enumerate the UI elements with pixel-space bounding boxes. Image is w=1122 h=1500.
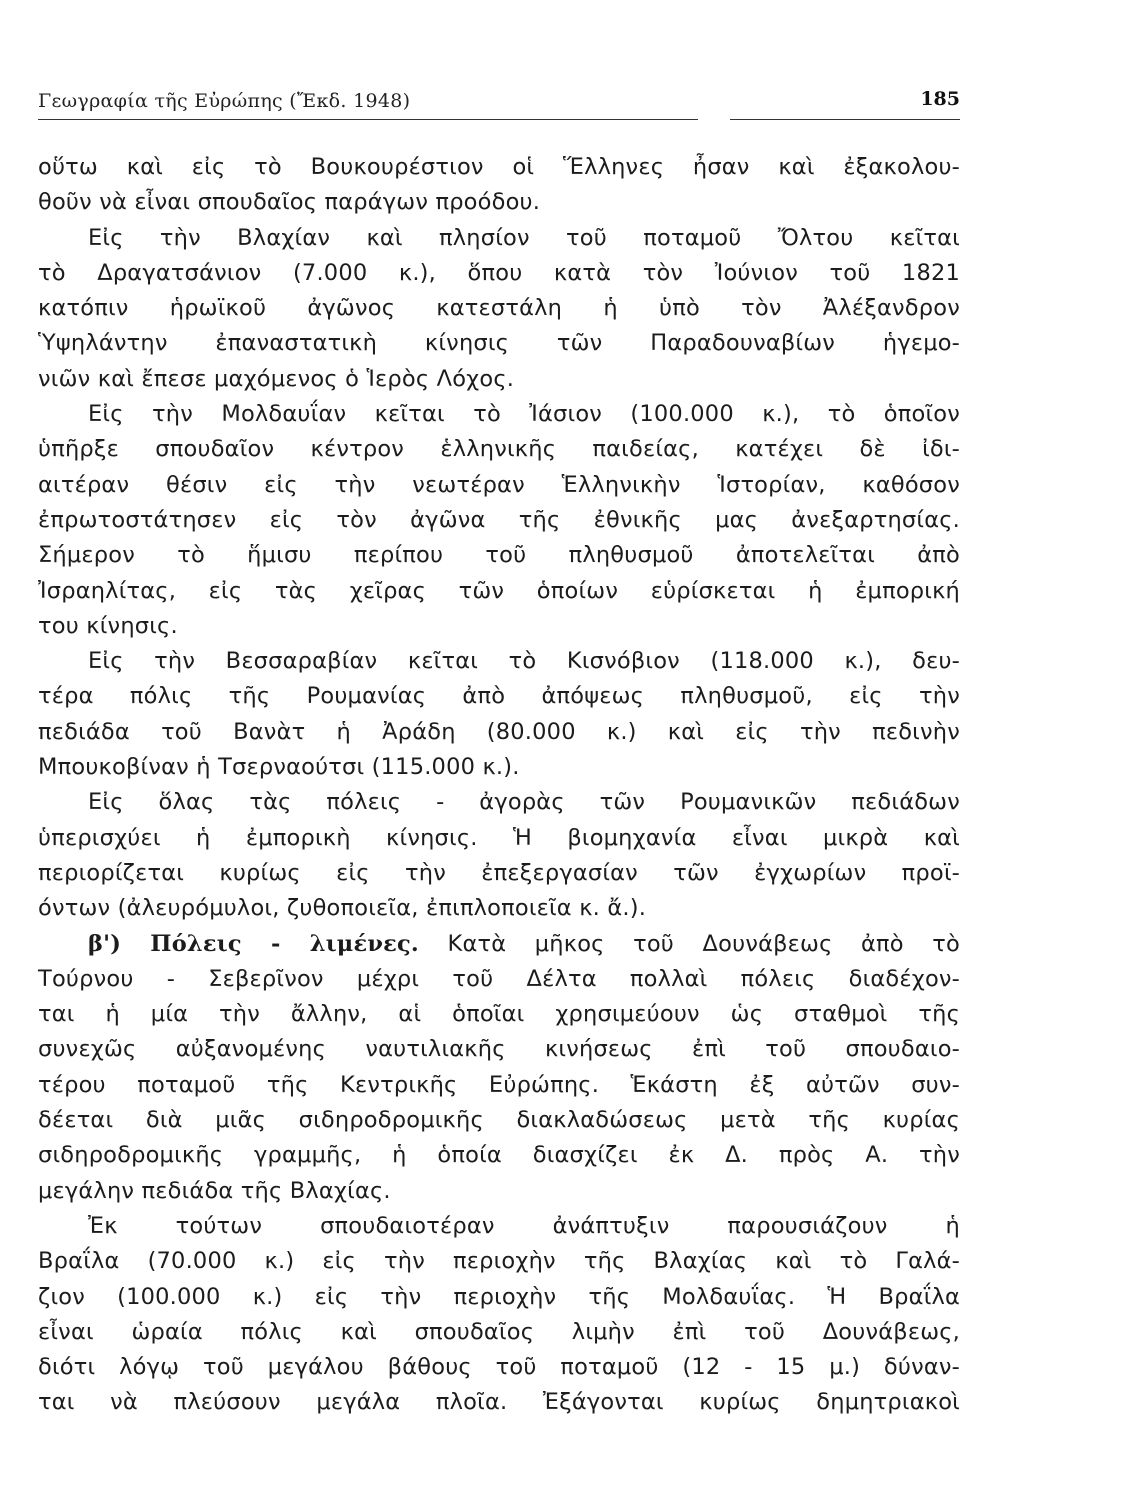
line-text: ζιον (100.000 κ.) εἰς τὴν περιοχὴν τῆς Μολδαυΐας. Ἡ Βραΐλα [38, 1283, 960, 1310]
line-text: ται ἡ μία τὴν ἄλλην, αἱ ὁποῖαι χρησιμεύουν ὡς σταθμοὶ τῆς [38, 1001, 960, 1028]
text-line [38, 821, 960, 856]
text-line [38, 927, 960, 962]
text-line [38, 185, 960, 220]
line-text: οὕτω καὶ εἰς τὸ Βουκουρέστιον οἱ Ἕλληνες ἦσαν καὶ ἐξακολου- [38, 154, 960, 180]
text-line [38, 644, 960, 679]
text-line [38, 1385, 960, 1420]
line-text: Ὑψηλάντην ἐπαναστατικὴ κίνησις τῶν Παραδουναβίων ἡγεμο- [38, 330, 960, 357]
text-line [38, 1103, 960, 1138]
text-line [38, 397, 960, 432]
line-text: αιτέραν θέσιν εἰς τὴν νεωτέραν Ἑλληνικὴν Ἱστορίαν, καθόσον [38, 471, 960, 498]
text-line [38, 432, 960, 467]
text-line [38, 468, 960, 503]
line-text: Κατὰ μῆκος τοῦ Δουνάβεως ἀπὸ τὸ [447, 930, 960, 957]
line-text: Εἰς τὴν Μολδαυΐαν κεῖται τὸ Ἰάσιον (100.000 κ.), τὸ ὁποῖον [88, 401, 960, 428]
line-text: Εἰς ὅλας τὰς πόλεις - ἀγορὰς τῶν Ρουμανικῶν πεδιάδων [88, 789, 960, 816]
text-line [38, 1174, 960, 1209]
text-line [38, 1209, 960, 1244]
text-line [38, 538, 960, 573]
text-line [38, 503, 960, 538]
text-line [38, 679, 960, 714]
line-text: του κίνησις. [38, 612, 178, 639]
line-text: νιῶν καὶ ἔπεσε μαχόμενος ὁ Ἱερὸς Λόχος. [38, 365, 515, 392]
page-number: 185 [920, 88, 960, 110]
line-text: περιορίζεται κυρίως εἰς τὴν ἐπεξεργασίαν τῶν ἐγχωρίων προϊ- [38, 859, 960, 886]
text-line [38, 1032, 960, 1067]
line-text: μεγάλην πεδιάδα τῆς Βλαχίας. [38, 1177, 391, 1204]
line-text: Τούρνου - Σεβερῖνον μέχρι τοῦ Δέλτα πολλαὶ πόλεις διαδέχον- [38, 965, 960, 992]
text-line [38, 1068, 960, 1103]
text-line [38, 785, 960, 820]
text-line [38, 256, 960, 291]
line-text: σιδηροδρομικῆς γραμμῆς, ἡ ὁποία διασχίζει ἐκ Δ. πρὸς Α. τὴν [38, 1142, 960, 1169]
text-line [38, 1244, 960, 1279]
line-text: Σήμερον τὸ ἥμισυ περίπου τοῦ πληθυσμοῦ ἀποτελεῖται ἀπὸ [38, 542, 960, 569]
line-text: Ἐκ τούτων σπουδαιοτέραν ἀνάπτυξιν παρουσιάζουν ἡ [88, 1212, 960, 1239]
text-line [38, 997, 960, 1032]
line-text: Εἰς τὴν Βεσσαραβίαν κεῖται τὸ Κισνόβιον (118.000 κ.), δευ- [88, 648, 960, 675]
line-text: εἶναι ὡραία πόλις καὶ σπουδαῖος λιμὴν ἐπὶ τοῦ Δουνάβεως, [38, 1318, 960, 1345]
line-text: διότι λόγῳ τοῦ μεγάλου βάθους τοῦ ποταμοῦ (12 - 15 μ.) δύναν- [38, 1354, 960, 1381]
text-line [38, 1350, 960, 1385]
line-text: ὑπῆρξε σπουδαῖον κέντρον ἑλληνικῆς παιδείας, κατέχει δὲ ἰδι- [38, 436, 960, 463]
line-text: Εἰς τὴν Βλαχίαν καὶ πλησίον τοῦ ποταμοῦ Ὄλτου κεῖται [88, 224, 960, 251]
body-text [38, 150, 960, 1421]
line-text: τὸ Δραγατσάνιον (7.000 κ.), ὅπου κατὰ τὸν Ἰούνιον τοῦ 1821 [38, 259, 960, 286]
running-header [38, 86, 960, 126]
line-text: Μπουκοβίναν ἡ Τσερναούτσι (115.000 κ.). [38, 754, 520, 781]
text-line [38, 291, 960, 326]
line-text: τέρα πόλις τῆς Ρουμανίας ἀπὸ ἀπόψεως πληθυσμοῦ, εἰς τὴν [38, 683, 960, 710]
text-line [38, 891, 960, 926]
text-line [38, 1315, 960, 1350]
line-text: κατόπιν ἡρωϊκοῦ ἀγῶνος κατεστάλη ἡ ὑπὸ τὸν Ἀλέξανδρον [38, 295, 960, 322]
line-text: Ἰσραηλίτας, εἰς τὰς χεῖρας τῶν ὁποίων εὑρίσκεται ἡ ἐμπορική [38, 577, 960, 604]
line-text: συνεχῶς αὐξανομένης ναυτιλιακῆς κινήσεως ἐπὶ τοῦ σπουδαιο- [38, 1036, 960, 1063]
line-text: πεδιάδα τοῦ Βανὰτ ἡ Ἀράδη (80.000 κ.) καὶ εἰς τὴν πεδινὴν [38, 718, 960, 745]
text-line [38, 1138, 960, 1173]
text-line [38, 609, 960, 644]
text-line [38, 856, 960, 891]
line-text: Βραΐλα (70.000 κ.) εἰς τὴν περιοχὴν τῆς Βλαχίας καὶ τὸ Γαλά- [38, 1248, 960, 1275]
line-text: ἐπρωτοστάτησεν εἰς τὸν ἀγῶνα τῆς ἐθνικῆς μας ἀνεξαρτησίας. [38, 506, 960, 533]
text-line [38, 221, 960, 256]
section-heading: β') Πόλεις - λιμένες. [88, 930, 419, 957]
text-line [38, 750, 960, 785]
line-text: τέρου ποταμοῦ τῆς Κεντρικῆς Εὐρώπης. Ἑκάστη ἐξ αὐτῶν συν- [38, 1071, 960, 1098]
line-text: δέεται διὰ μιᾶς σιδηροδρομικῆς διακλαδώσεως μετὰ τῆς κυρίας [38, 1107, 960, 1134]
running-title: Γεωγραφία τῆς Εὐρώπης (Ἔκδ. 1948) [38, 90, 411, 112]
header-rule [730, 119, 960, 120]
line-text: ται νὰ πλεύσουν μεγάλα πλοῖα. Ἐξάγονται κυρίως δημητριακοὶ [38, 1389, 960, 1416]
text-line [38, 715, 960, 750]
line-text: ὑπερισχύει ἡ ἐμπορικὴ κίνησις. Ἡ βιομηχανία εἶναι μικρὰ καὶ [38, 824, 960, 851]
header-rule [38, 119, 698, 120]
text-line [38, 362, 960, 397]
text-line [38, 962, 960, 997]
text-line [38, 1280, 960, 1315]
line-text: όντων (ἀλευρόμυλοι, ζυθοποιεῖα, ἐπιπλοποιεῖα κ. ἄ.). [38, 895, 647, 922]
text-line [38, 574, 960, 609]
text-line [38, 150, 960, 185]
text-line [38, 326, 960, 361]
line-text: θοῦν νὰ εἶναι σπουδαῖος παράγων προόδου. [38, 189, 541, 216]
